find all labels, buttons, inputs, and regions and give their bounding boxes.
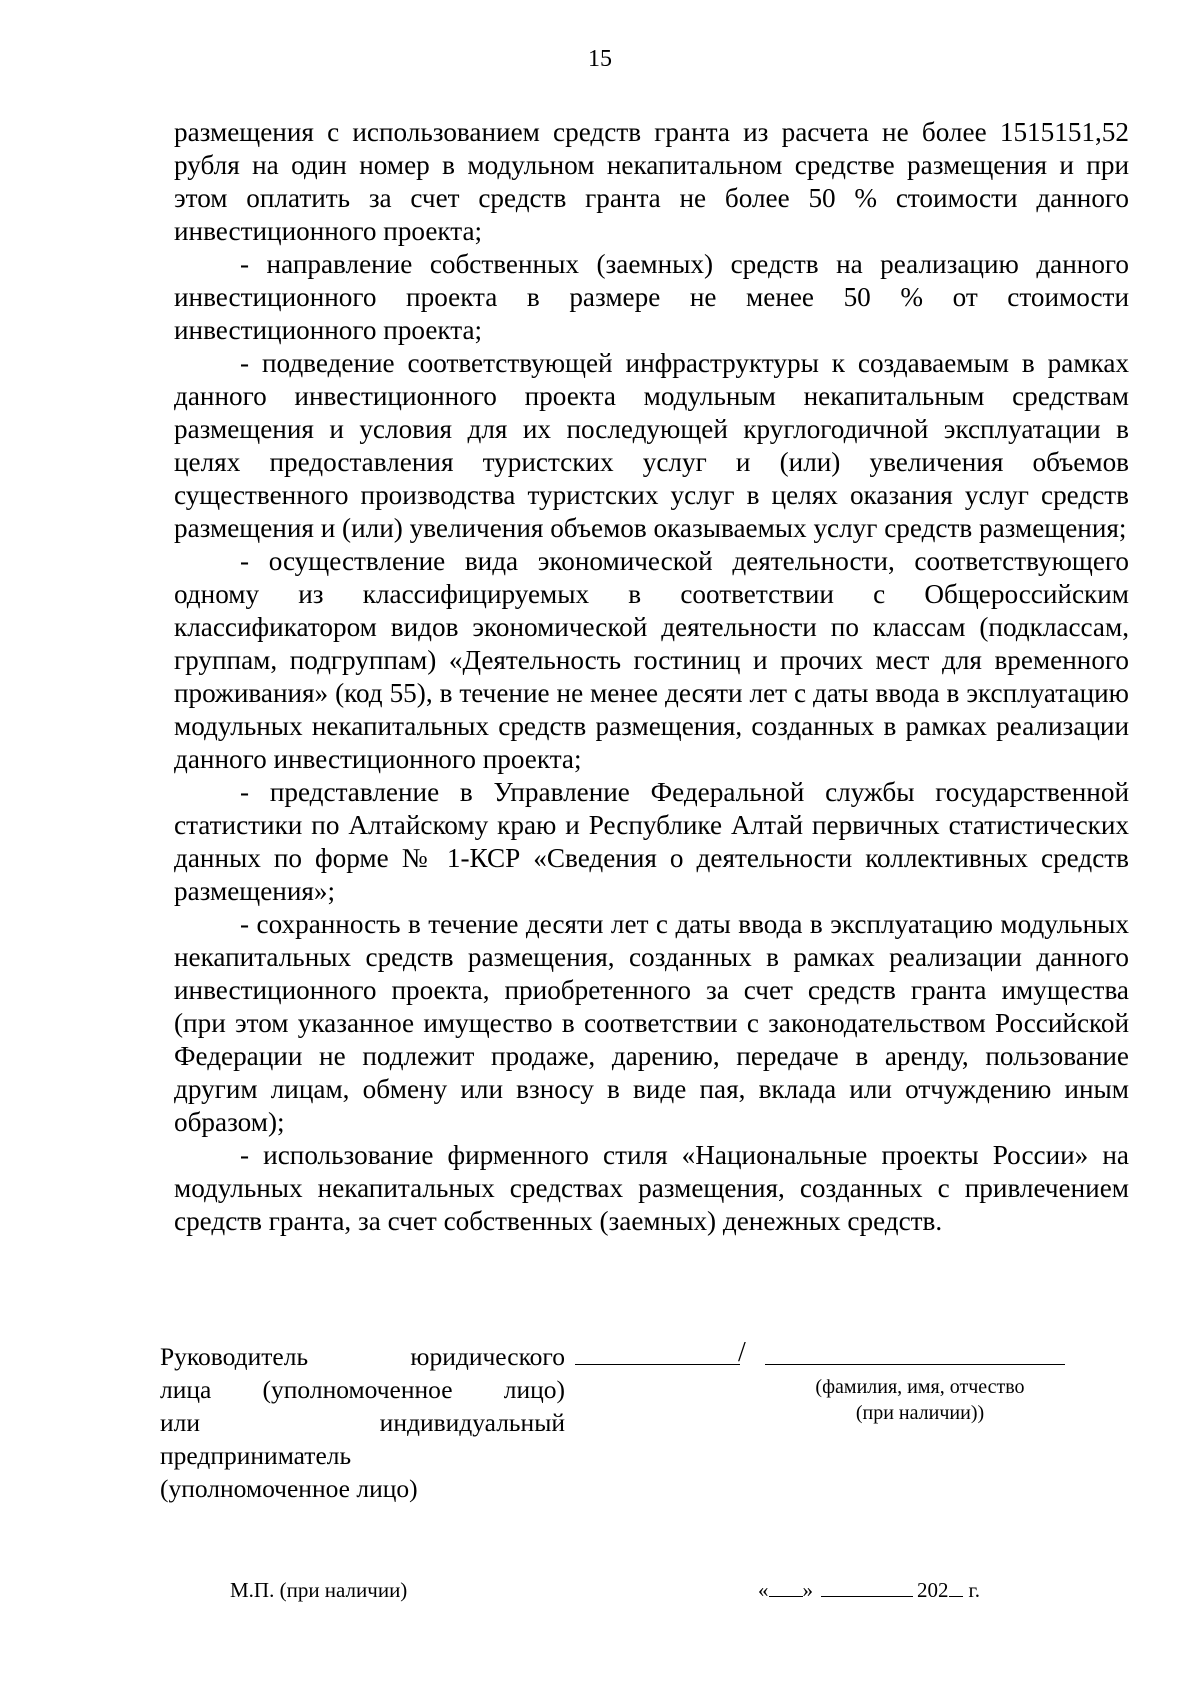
list-item-paragraph: - направление собственных (заемных) средств на реализацию данного инвестиционного проекта в размере не менее 50 % от стоимости инвестиционного проекта;: [174, 249, 1129, 345]
signatory-title-line: лица (уполномоченное лицо): [160, 1375, 565, 1404]
full-name-caption: [760, 1374, 1080, 1426]
full-name-caption-line-2: (при наличии)): [855, 1402, 985, 1424]
signatory-title-line: предприниматель: [160, 1441, 352, 1470]
signatory-title-line: Руководитель юридического: [160, 1342, 565, 1371]
signatory-title-line: (уполномоченное лицо): [160, 1474, 418, 1503]
date-close-quote: »: [802, 1578, 813, 1602]
stamp-label: М.П. (при наличии): [230, 1578, 408, 1602]
year-suffix: г.: [968, 1578, 980, 1602]
year-prefix: 202: [917, 1578, 949, 1602]
signature-separator: /: [738, 1337, 746, 1368]
continuation-paragraph: размещения с использованием средств гранта из расчета не более 1515151,52 рубля на один номер в модульном некапитальном средстве размещения и при этом оплатить за счет средств гранта не более 50 % стоимости данного инвестиционного проекта;: [174, 117, 1129, 246]
date-open-quote: «: [758, 1578, 769, 1602]
signatory-title-line: или индивидуальный: [160, 1408, 565, 1437]
month-blank-line: [821, 1578, 913, 1597]
list-item-paragraph: - представление в Управление Федеральной службы государственной статистики по Алтайскому краю и Республике Алтай первичных статистических данных по форме № 1-КСР «Сведения о деятельности коллективных средств размещения»;: [174, 777, 1129, 906]
date-field: [758, 1576, 980, 1604]
list-item-paragraph: - использование фирменного стиля «Национальные проекты России» на модульных некапитальных средствах размещения, созданных с привлечением средств гранта, за счет собственных (заемных) денежных средств.: [174, 1140, 1129, 1236]
full-name-blank-line: [765, 1364, 1065, 1365]
document-body: [174, 116, 1129, 1238]
signature-block: [160, 1337, 1140, 1560]
list-item-paragraph: - осуществление вида экономической деятельности, соответствующего одному из классифицируемых в соответствии с Общероссийским классификатором видов экономической деятельности по классам (подклассам, группам, подгруппам) «Деятельность гостиниц и прочих мест для временного проживания» (код 55), в течение не менее десяти лет с даты ввода в эксплуатацию модульных некапитальных средств размещения, созданных в рамках реализации данного инвестиционного проекта;: [174, 546, 1129, 774]
signatory-title: [160, 1340, 565, 1505]
signature-blank-line: [575, 1364, 740, 1365]
full-name-caption-line-1: (фамилия, имя, отчество: [815, 1376, 1025, 1398]
year-digit-blank: [949, 1578, 963, 1597]
page-number: 15: [588, 46, 612, 72]
list-item-paragraph: - подведение соответствующей инфраструктуры к создаваемым в рамках данного инвестиционного проекта модульным некапитальным средствам размещения и условия для их последующей круглогодичной эксплуатации в целях предоставления туристских услуг и (или) увеличения объемов существенного производства туристских услуг в целях оказания услуг средств размещения и (или) увеличения объемов оказываемых услуг средств размещения;: [174, 348, 1129, 543]
day-blank-line: [769, 1578, 803, 1597]
list-item-paragraph: - сохранность в течение десяти лет с даты ввода в эксплуатацию модульных некапитальных средств размещения, созданных в рамках реализации данного инвестиционного проекта, приобретенного за счет средств гранта имущества (при этом указанное имущество в соответствии с законодательством Российской Федерации не подлежит продаже, дарению, передаче в аренду, пользование другим лицам, обмену или взносу в виде пая, вклада или отчуждению иным образом);: [174, 909, 1129, 1137]
